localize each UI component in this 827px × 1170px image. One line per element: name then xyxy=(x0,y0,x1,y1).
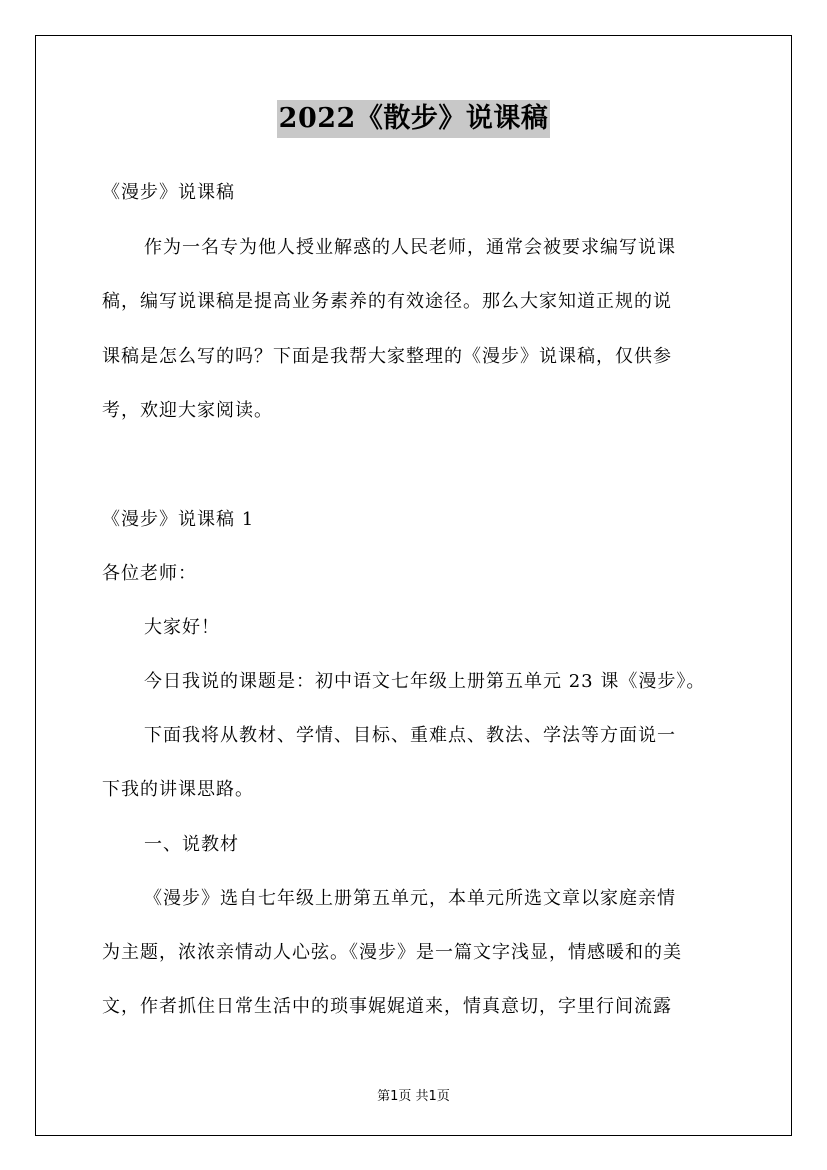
paragraph-line: 《漫步》选自七年级上册第五单元，本单元所选文章以家庭亲情 xyxy=(144,888,676,909)
document-title: 2022《散步》说课稿 xyxy=(277,100,551,138)
paragraph-line: 文，作者抓住日常生活中的琐事娓娓道来，情真意切，字里行间流露 xyxy=(102,996,672,1017)
subtitle: 《漫步》说课稿 xyxy=(102,182,235,203)
paragraph-line: 课稿是怎么写的吗？下面是我帮大家整理的《漫步》说课稿，仅供参 xyxy=(102,346,672,367)
paragraph-line: 大家好！ xyxy=(144,617,220,638)
subsection-heading: 一、说教材 xyxy=(144,834,239,855)
paragraph-line: 下我的讲课思路。 xyxy=(102,779,254,800)
paragraph-line: 考，欢迎大家阅读。 xyxy=(102,400,273,421)
page-footer: 第1页 共1页 xyxy=(377,1089,450,1104)
title-container xyxy=(0,100,827,138)
paragraph-line: 稿，编写说课稿是提高业务素养的有效途径。那么大家知道正规的说 xyxy=(102,291,672,312)
paragraph-line: 今日我说的课题是：初中语文七年级上册第五单元 23 课《漫步》。 xyxy=(144,671,706,692)
greeting: 各位老师： xyxy=(102,563,197,584)
paragraph-line: 为主题，浓浓亲情动人心弦。《漫步》是一篇文字浅显，情感暖和的美 xyxy=(102,942,682,963)
section-heading: 《漫步》说课稿 1 xyxy=(102,509,255,530)
paragraph-line: 作为一名专为他人授业解惑的人民老师，通常会被要求编写说课 xyxy=(144,237,676,258)
paragraph-line: 下面我将从教材、学情、目标、重难点、教法、学法等方面说一 xyxy=(144,725,676,746)
